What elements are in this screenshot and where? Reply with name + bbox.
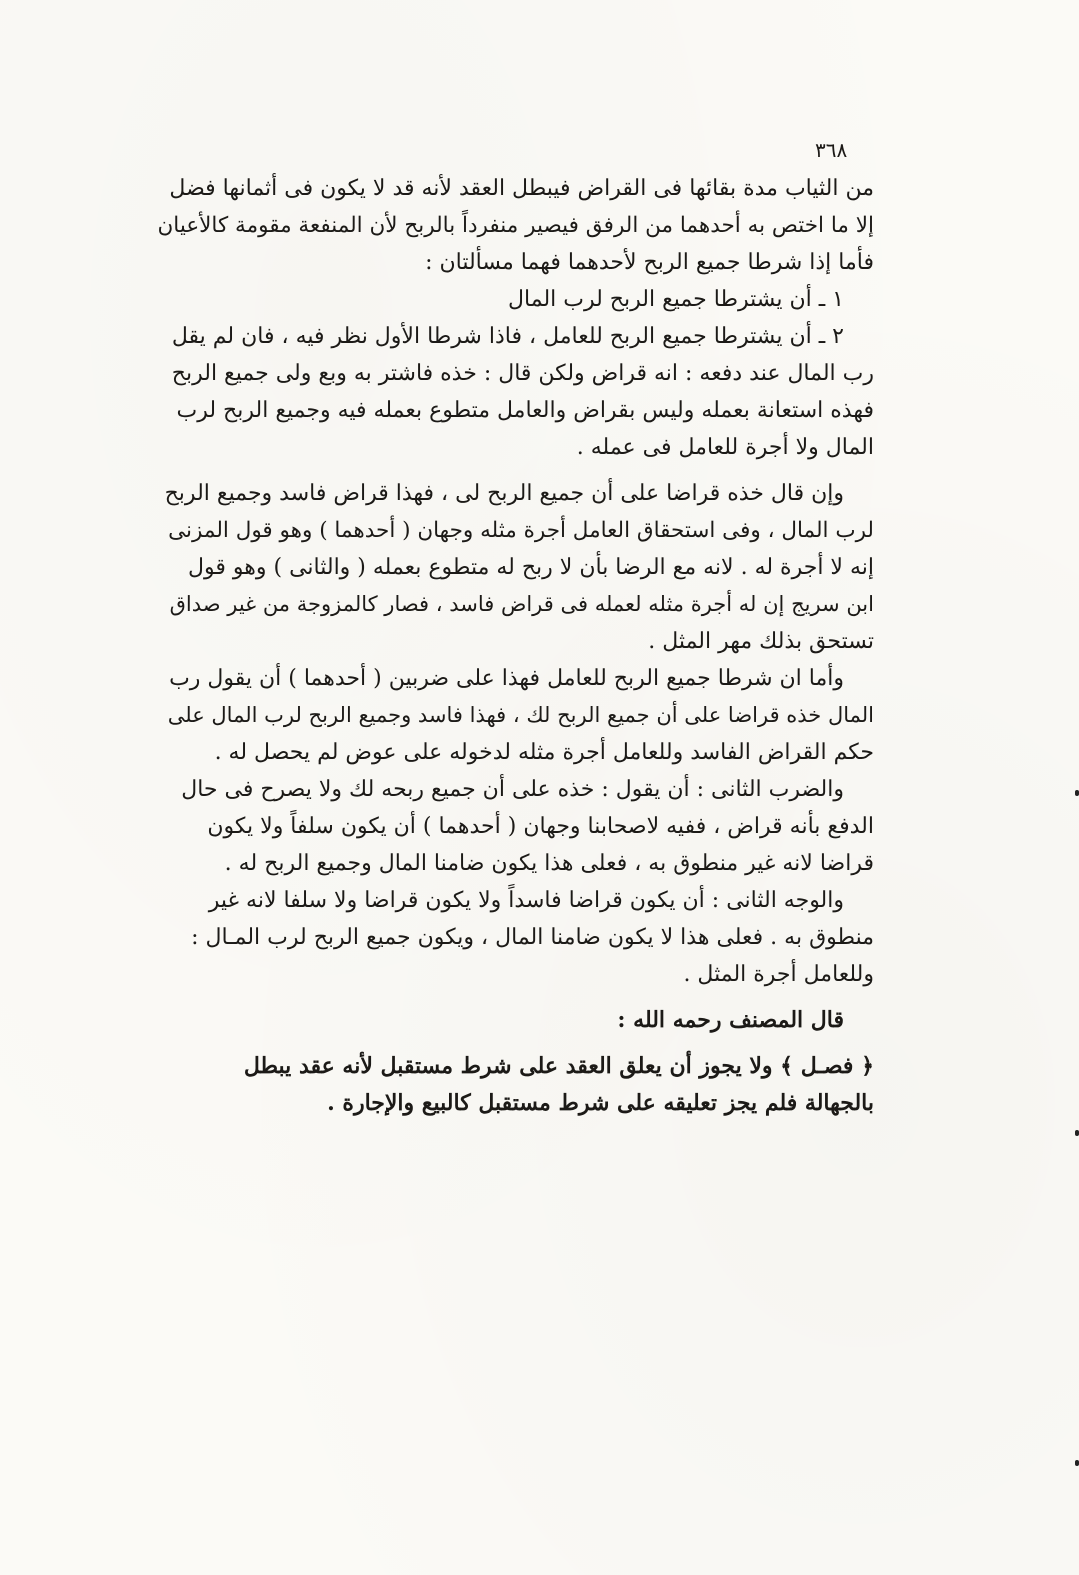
paragraph-start: والوجه الثانى : أن يكون قراضا فاسداً ولا يكون قراضا ولا سلفا لانه غير	[208, 888, 844, 913]
paragraph-start: وإن قال خذه قراضا على أن جميع الربح لى ، فهذا قراض فاسد وجميع الربح	[164, 481, 844, 506]
margin-mark	[1075, 1130, 1079, 1136]
text-line: حكم القراض الفاسد وللعامل أجرة مثله لدخوله على عوض لم يحصل له .	[214, 740, 874, 765]
text-line: من الثياب مدة بقائها فى القراض فيبطل العقد لأنه قد لا يكون فى أثمانها فضل	[169, 176, 874, 201]
margin-mark	[1075, 790, 1079, 796]
text-line: تستحق بذلك مهر المثل .	[648, 629, 874, 654]
margin-mark	[1075, 1460, 1079, 1466]
text-line: رب المال عند دفعه : انه قراض ولكن قال : خذه فاشتر به وبع ولى جميع الربح	[171, 361, 874, 386]
text-line: قراضا لانه غير منطوق به ، فعلى هذا يكون ضامنا المال وجميع الربح له .	[224, 851, 874, 876]
text-line: إلا ما اختص به أحدهما من الرفق فيصير منفرداً بالربح لأن المنفعة مقومة كالأعيان	[158, 213, 874, 238]
section-text-line: ﴿ فصـل ﴾ ولا يجوز أن يعلق العقد على شرط مستقبل لأنه عقد يبطل	[243, 1053, 874, 1079]
text-line: الدفع بأنه قراض ، ففيه لاصحابنا وجهان ( أحدهما ) أن يكون سلفاً ولا يكون	[207, 814, 874, 839]
text-line: المال خذه قراضا على أن جميع الربح لك ، فهذا فاسد وجميع الربح لرب المال على	[167, 703, 874, 727]
text-line: منطوق به . فعلى هذا لا يكون ضامنا المال ، ويكون جميع الربح لرب المـال :	[191, 925, 874, 950]
paragraph-start: والضرب الثانى : أن يقول : خذه على أن جميع ربحه لك ولا يصرح فى حال	[181, 777, 844, 802]
list-item-2: ٢ ـ أن يشترطا جميع الربح للعامل ، فاذا شرطا الأول نظر فيه ، فان لم يقل	[171, 324, 844, 349]
page-number: ٣٦٨	[815, 138, 848, 162]
text-line: فهذه استعانة بعمله وليس بقراض والعامل متطوع بعمله فيه وجميع الربح لرب	[176, 398, 874, 423]
list-item-1: ١ ـ أن يشترطا جميع الربح لرب المال	[508, 287, 844, 312]
text-line: لرب المال ، وفى استحقاق العامل أجرة مثله وجهان ( أحدهما ) وهو قول المزنى	[168, 518, 874, 543]
paragraph-start: وأما ان شرطا جميع الربح للعامل فهذا على ضربين ( أحدهما ) أن يقول رب	[169, 666, 844, 691]
author-heading: قال المصنف رحمه الله :	[617, 1007, 844, 1033]
text-line: ابن سريج إن له أجرة مثله لعمله فى قراض فاسد ، فصار كالمزوجة من غير صداق	[169, 592, 874, 616]
section-text-line: بالجهالة فلم يجز تعليقه على شرط مستقبل كالبيع والإجارة .	[327, 1090, 874, 1116]
body-text	[158, 170, 874, 1122]
text-line: إنه لا أجرة له . لانه مع الرضا بأن لا ربح له متطوع بعمله ( والثانى ) وهو قول	[188, 555, 874, 580]
text-line: المال ولا أجرة للعامل فى عمله .	[576, 435, 874, 460]
text-line: وللعامل أجرة المثل .	[683, 962, 874, 987]
text-line: فأما إذا شرطا جميع الربح لأحدهما فهما مسألتان :	[425, 250, 874, 275]
